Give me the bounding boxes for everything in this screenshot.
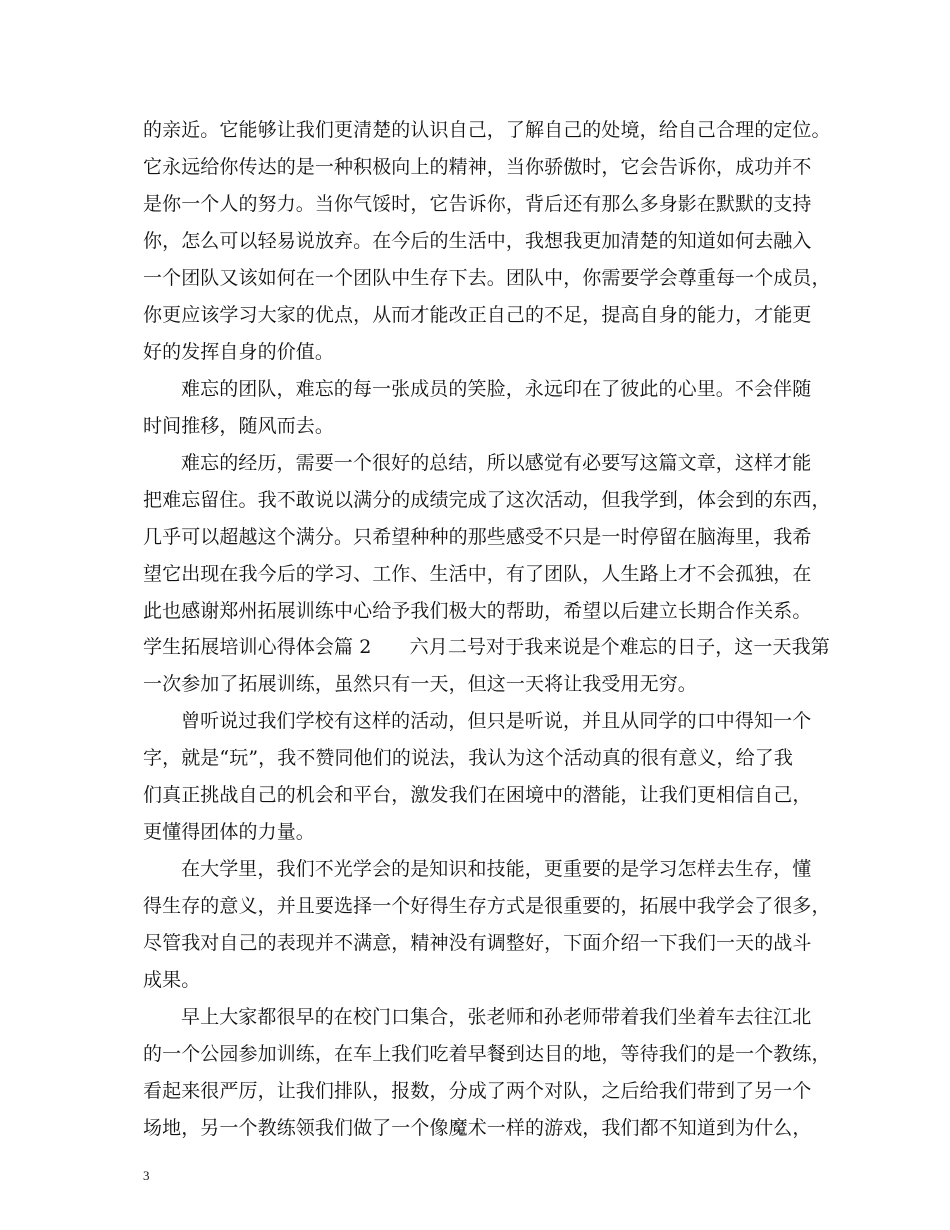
text-line: 场地，另一个教练领我们做了一个像魔术一样的游戏，我们都不知道到为什么， (143, 1117, 812, 1139)
text-line: 把难忘留住。我不敢说以满分的成绩完成了这次活动，但我学到，体会到的东西， (143, 489, 831, 511)
text-line: 好的发挥自身的价值。 (143, 341, 335, 363)
text-line: 你，怎么可以轻易说放弃。在今后的生活中，我想我更加清楚的知道如何去融入 (143, 230, 812, 252)
text-line: 看起来很严厉，让我们排队，报数，分成了两个对队，之后给我们带到了另一个 (143, 1080, 812, 1102)
page-number: 3 (143, 1168, 150, 1183)
paragraph-first-line: 早上大家都很早的在校门口集合，张老师和孙老师带着我们坐着车去往江北 (181, 1006, 812, 1028)
text-line: 字，就是“玩”，我不赞同他们的说法，我认为这个活动真的很有意义，给了我 (143, 747, 793, 769)
text-line: 一个团队又该如何在一个团队中生存下去。团队中，你需要学会尊重每一个成员， (143, 267, 831, 289)
text-line: 尽管我对自己的表现并不满意，精神没有调整好，下面介绍一下我们一天的战斗 (143, 932, 812, 954)
text-line: 们真正挑战自己的机会和平台，激发我们在困境中的潜能，让我们更相信自己， (143, 784, 812, 806)
text-line: 是你一个人的努力。当你气馁时，它告诉你，背后还有那么多身影在默默的支持 (143, 193, 812, 215)
paragraph-first-line: 难忘的团队，难忘的每一张成员的笑脸，永远印在了彼此的心里。不会伴随 (181, 378, 812, 400)
text-line: 成果。 (143, 969, 201, 991)
text-line: 时间推移，随风而去。 (143, 415, 335, 437)
text-line: 你更应该学习大家的优点，从而才能改正自己的不足，提高自身的能力，才能更 (143, 304, 812, 326)
text-line: 的亲近。它能够让我们更清楚的认识自己，了解自己的处境，给自己合理的定位。 (143, 119, 831, 141)
text-line: 几乎可以超越这个满分。只希望种种的那些感受不只是一时停留在脑海里，我希 (143, 526, 812, 548)
paragraph-first-line: 曾听说过我们学校有这样的活动，但只是听说，并且从同学的口中得知一个 (181, 710, 812, 732)
text-line: 它永远给你传达的是一种积极向上的精神，当你骄傲时，它会告诉你，成功并不 (143, 156, 812, 178)
text-line: 的一个公园参加训练，在车上我们吃着早餐到达目的地，等待我们的是一个教练， (143, 1043, 831, 1065)
paragraph-first-line: 在大学里，我们不光学会的是知识和技能，更重要的是学习怎样去生存，懂 (181, 858, 812, 880)
text-line: 更懂得团体的力量。 (143, 821, 315, 843)
paragraph-first-line: 难忘的经历，需要一个很好的总结，所以感觉有必要写这篇文章，这样才能 (181, 452, 812, 474)
text-line: 得生存的意义，并且要选择一个好得生存方式是很重要的，拓展中我学会了很多， (143, 895, 831, 917)
text-line: 一次参加了拓展训练，虽然只有一天，但这一天将让我受用无穷。 (143, 673, 697, 695)
text-line: 此也感谢郑州拓展训练中心给予我们极大的帮助，希望以后建立长期合作关系。 (143, 600, 812, 622)
text-line: 望它出现在我今后的学习、工作、生活中，有了团队，人生路上才不会孤独，在 (143, 563, 812, 585)
section-heading-line: 学生拓展培训心得体会篇 2 六月二号对于我来说是个难忘的日子，这一天我第 (143, 636, 830, 658)
